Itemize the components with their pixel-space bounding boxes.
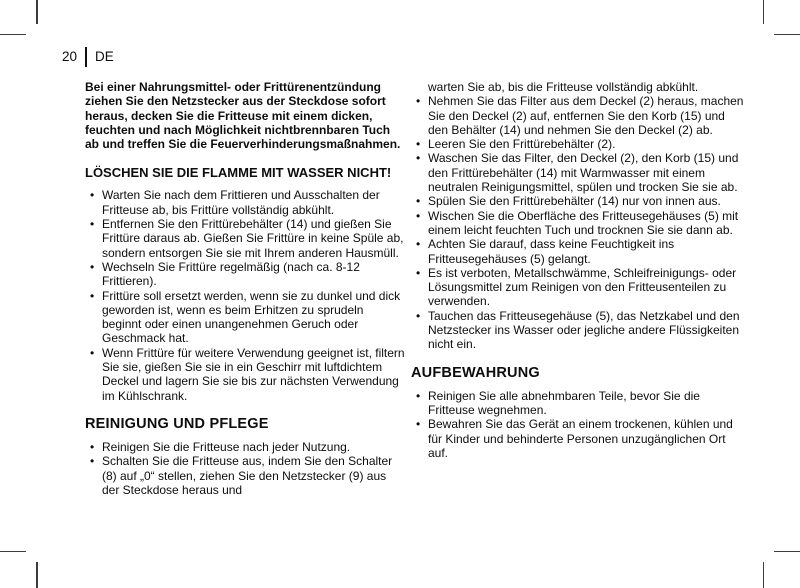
list-item <box>85 289 406 346</box>
language-code: DE <box>95 49 114 64</box>
warning-paragraph: Bei einer Nahrungsmittel- oder Frittürenentzündung ziehen Sie den Netzstecker aus der Steckdose sofort heraus, decken Sie die Fritteuse mit einem dicken, feuchten und nach Möglichkeit nichtbrennbaren Tuch ab und treffen Sie die Feuerverhinderungsmaßnahmen. <box>85 80 401 152</box>
bullet-text: Schalten Sie die Fritteuse aus, indem Sie den Schalter (8) auf „0“ stellen, ziehen Sie den Netzstecker (9) aus der Steckdose heraus und <box>102 454 393 497</box>
bullet-text: Wischen Sie die Oberfläche des Fritteusegehäuses (5) mit einem leicht feuchten Tuch und trocknen Sie sie dann ab. <box>428 208 739 237</box>
storage-list <box>411 389 744 460</box>
storage-heading: AUFBEWAHRUNG <box>411 364 540 381</box>
list-item <box>411 137 744 151</box>
bullet-text: Entfernen Sie den Frittürebehälter (14) und gießen Sie Frittüre daraus ab. Gießen Sie Frittüre in keine Spüle ab, sondern entsorgen Sie sie mit Ihrem anderen Hausmüll. <box>102 217 404 260</box>
bullet-text: Waschen Sie das Filter, den Deckel (2), den Korb (15) und den Frittürebehälter (14) mit Warmwasser mit einem neutralen Reinigungsmittel, spülen und trocken Sie sie ab. <box>428 151 739 195</box>
list-item <box>411 266 744 309</box>
bullet-text: Es ist verboten, Metallschwämme, Schleifreinigungs- oder Lösungsmittel zum Reinigen von den Fritteusenteilen zu verwenden. <box>428 265 737 309</box>
page-header <box>62 46 114 67</box>
list-item <box>85 260 406 289</box>
cleaning-heading: REINIGUNG UND PFLEGE <box>85 415 269 432</box>
crop-mark-bottom-left-horizontal <box>0 551 26 553</box>
crop-mark-top-left-vertical <box>36 0 38 24</box>
list-item <box>411 194 744 208</box>
crop-mark-top-left-horizontal <box>0 34 26 36</box>
crop-mark-top-right-vertical <box>763 0 765 24</box>
list-item <box>411 94 744 137</box>
crop-mark-bottom-right-horizontal <box>774 551 800 553</box>
list-item <box>411 209 744 238</box>
cleaning-list-continued <box>411 94 744 351</box>
list-item <box>411 151 744 194</box>
right-column <box>411 80 744 460</box>
cleaning-continuation-text: warten Sie ab, bis die Fritteuse vollständig abkühlt. <box>428 80 699 94</box>
flame-warning-list <box>85 188 406 402</box>
list-item <box>85 440 406 454</box>
list-item <box>411 309 744 352</box>
bullet-text: Reinigen Sie alle abnehmbaren Teile, bevor Sie die Fritteuse wegnehmen. <box>428 388 700 417</box>
bullet-text: Frittüre soll ersetzt werden, wenn sie zu dunkel und dick geworden ist, wenn es beim Erhitzen zu sprudeln beginnt oder einen unangenehmen Geruch oder Geschmack hat. <box>102 288 401 346</box>
list-item <box>85 346 406 403</box>
flame-warning-heading: LÖSCHEN SIE DIE FLAMME MIT WASSER NICHT! <box>85 165 392 181</box>
bullet-text: Wechseln Sie Frittüre regelmäßig (nach ca. 8-12 Frittieren). <box>102 259 360 289</box>
list-item <box>85 188 406 217</box>
bullet-text: Reinigen Sie die Fritteuse nach jeder Nutzung. <box>102 439 351 454</box>
crop-mark-bottom-right-vertical <box>763 562 765 588</box>
page-number: 20 <box>62 49 78 64</box>
list-item <box>411 389 744 418</box>
bullet-text: Leeren Sie den Frittürebehälter (2). <box>428 137 616 152</box>
left-column <box>85 80 406 497</box>
list-item <box>85 454 406 497</box>
bullet-text: Bewahren Sie das Gerät an einem trockenen, kühlen und für Kinder und behinderte Personen unzugänglichen Ort auf. <box>428 417 733 460</box>
bullet-text: Warten Sie nach dem Frittieren und Ausschalten der Fritteuse ab, bis Frittüre vollständig abkühlt. <box>102 188 380 217</box>
list-item <box>85 217 406 260</box>
bullet-text: Nehmen Sie das Filter aus dem Deckel (2) heraus, machen Sie den Deckel (2) auf, entfernen Sie den Korb (15) und den Behälter (14) und nehmen Sie den Deckel (2) ab. <box>428 94 744 137</box>
list-item <box>411 417 744 460</box>
crop-mark-top-right-horizontal <box>774 34 800 36</box>
header-divider <box>85 47 87 67</box>
bullet-text: Tauchen das Fritteusegehäuse (5), das Netzkabel und den Netzstecker ins Wasser oder jegliche andere Flüssigkeiten nicht ein. <box>428 308 740 352</box>
list-item <box>411 237 744 266</box>
bullet-text: Achten Sie darauf, dass keine Feuchtigkeit ins Fritteusegehäuses (5) gelangt. <box>428 237 675 266</box>
bullet-text: Spülen Sie den Frittürebehälter (14) nur von innen aus. <box>428 194 721 209</box>
crop-mark-bottom-left-vertical <box>36 562 38 588</box>
bullet-text: Wenn Frittüre für weitere Verwendung geeignet ist, filtern Sie sie, gießen Sie sie in ein Geschirr mit luftdichtem Deckel und lagern Sie sie bis zur nächsten Verwendung im Kühlschrank. <box>102 345 405 403</box>
cleaning-list <box>85 440 406 497</box>
